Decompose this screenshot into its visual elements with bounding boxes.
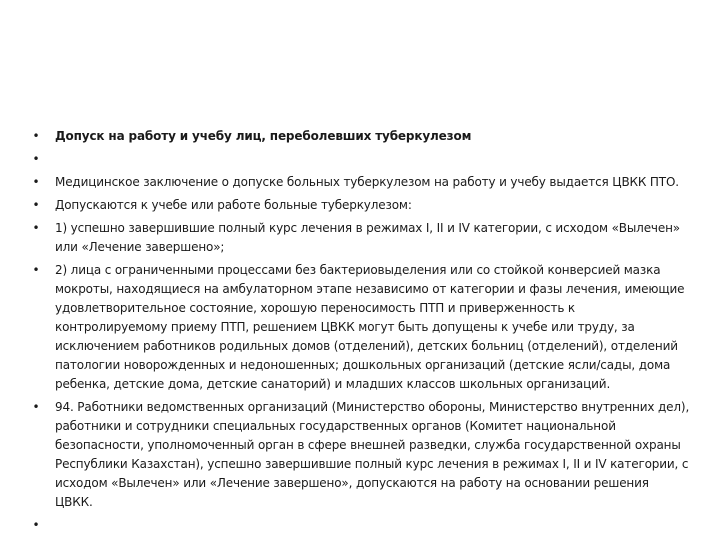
bullet-icon: • [32, 152, 40, 166]
bullet-list [30, 127, 690, 539]
bullet-icon: • [32, 198, 40, 212]
list-item [30, 173, 690, 192]
paragraph-text: 94. Работники ведомственных организаций (Министерство обороны, Министерство внутренних дел), работники и сотрудники специальных государственных органов (Комитет национальной безопасности, уполномоченный орган в сфере внешней разведки, служба государственной охраны Республики Казахстан), успешно завершившие полный курс лечения в режимах I, II и IV категории, с исходом «Вылечен» или «Лечение завершено», допускаются на работу на основании решения ЦВКК. [55, 400, 690, 509]
bullet-icon: • [32, 175, 40, 189]
bullet-icon: • [32, 400, 40, 414]
list-item [30, 219, 690, 257]
paragraph-text: 2) лица с ограниченными процессами без бактериовыделения или со стойкой конверсией мазка мокроты, находящиеся на амбулаторном этапе независимо от категории и фазы лечения, имеющие удовлетворительное состояние, хорошую переносимость ПТП и приверженность к контролируемому приему ПТП, решением ЦВКК могут быть допущены к учебе или труду, за исключением работников родильных домов (отделений), детских больниц (отделений), отделений патологии новорожденных и недоношенных; дошкольных организаций (детские ясли/сады, дома ребенка, детские дома, детские санаторий) и младших классов школьных организаций. [55, 263, 685, 391]
bullet-icon: • [32, 263, 40, 277]
empty-text [55, 516, 690, 535]
paragraph-text: Медицинское заключение о допуске больных туберкулезом на работу и учебу выдается ЦВКК ПТО. [55, 175, 679, 189]
empty-text [55, 150, 690, 169]
list-item-heading [30, 127, 690, 146]
list-item [30, 196, 690, 215]
list-item [30, 261, 690, 394]
bullet-icon: • [32, 221, 40, 235]
list-item [30, 398, 690, 512]
heading-text: Допуск на работу и учебу лиц, переболевших туберкулезом [55, 129, 472, 143]
list-item-empty [30, 516, 690, 535]
bullet-icon: • [32, 518, 40, 532]
paragraph-text: Допускаются к учебе или работе больные туберкулезом: [55, 198, 412, 212]
list-item-empty [30, 150, 690, 169]
paragraph-text: 1) успешно завершившие полный курс лечения в режимах I, II и IV категории, с исходом «Вылечен» или «Лечение завершено»; [55, 221, 680, 254]
bullet-icon: • [32, 129, 40, 143]
